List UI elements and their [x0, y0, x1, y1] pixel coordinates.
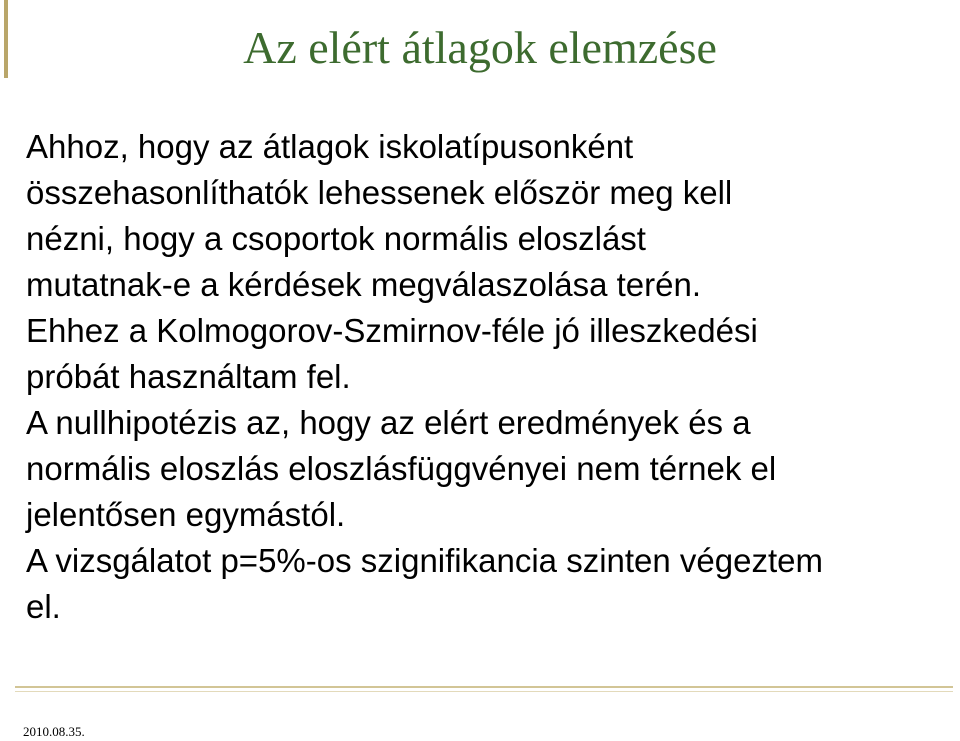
slide-title: Az elért átlagok elemzése [243, 22, 717, 73]
footer-rule-thin [15, 691, 953, 692]
text-line: összehasonlíthatók lehessenek először meg kell [26, 174, 733, 211]
text-line: normális eloszlás eloszlásfüggvényei nem térnek el [26, 450, 777, 487]
text-line: Ehhez a Kolmogorov-Szmirnov-féle jó illeszkedési [26, 312, 758, 349]
footer-date: 2010.08.35. [23, 724, 85, 739]
text-line: nézni, hogy a csoportok normális eloszlást [26, 220, 646, 257]
text-line: mutatnak-e a kérdések megválaszolása terén. [26, 266, 702, 303]
paragraph-4 [26, 538, 951, 630]
footer-rule [15, 686, 953, 688]
paragraph-1 [26, 124, 951, 308]
text-line: el. [26, 588, 61, 625]
text-line: A vizsgálatot p=5%-os szignifikancia szinten végeztem [26, 542, 823, 579]
text-line: A nullhipotézis az, hogy az elért eredmények és a [26, 404, 751, 441]
text-line: próbát használtam fel. [26, 358, 351, 395]
paragraph-2 [26, 308, 951, 400]
paragraph-3 [26, 400, 951, 538]
text-line: Ahhoz, hogy az átlagok iskolatípusonként [26, 128, 634, 165]
text-line: jelentősen egymástól. [26, 496, 346, 533]
slide-body [26, 124, 951, 630]
